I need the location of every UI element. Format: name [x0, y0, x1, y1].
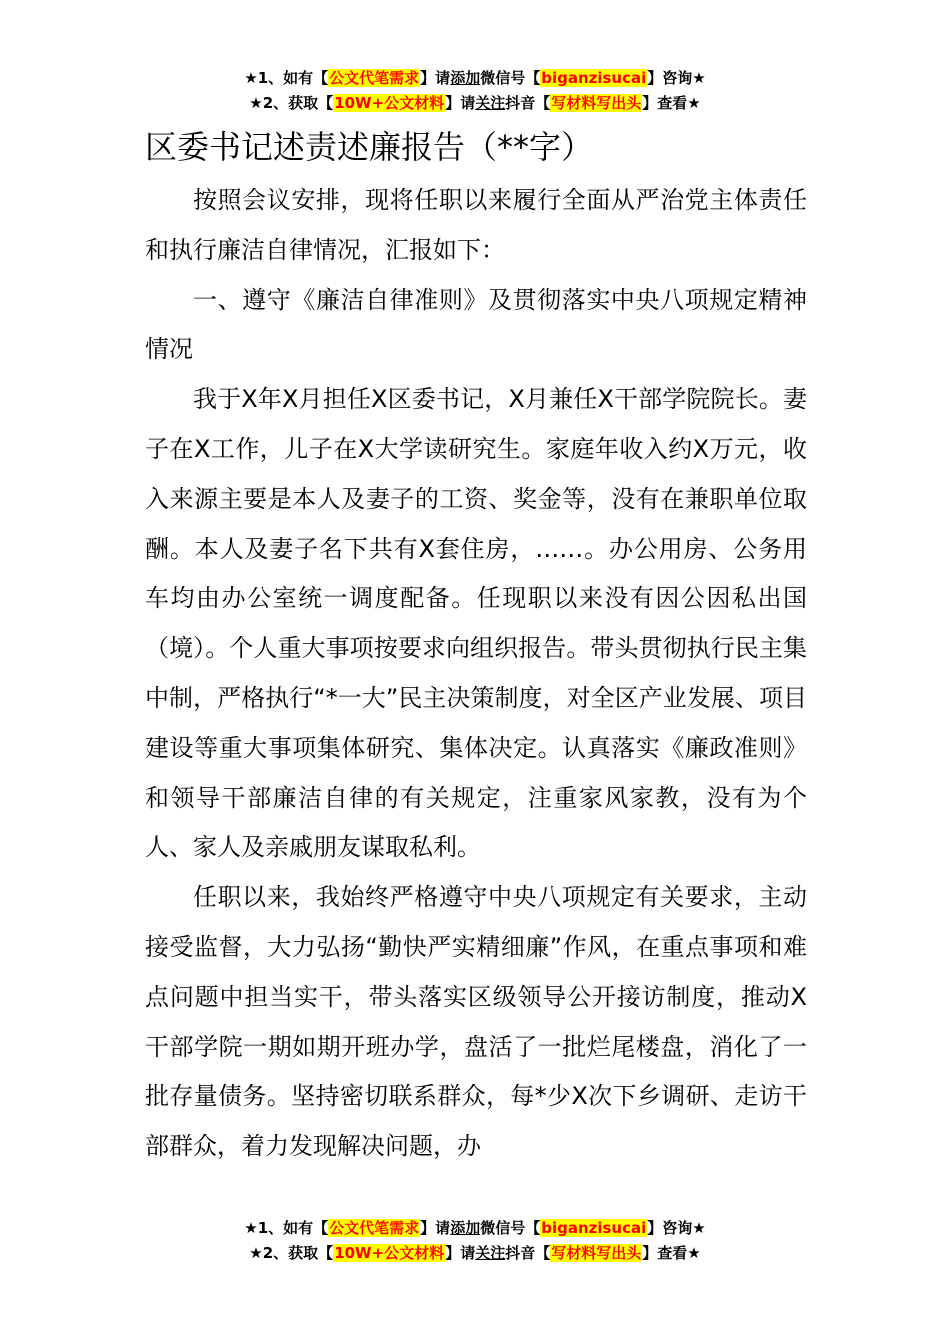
banner-highlight-service: 公文代笔需求: [329, 69, 420, 87]
banner-text: ★1、如有【: [244, 69, 329, 87]
banner-highlight-wechat: biganzisucai: [541, 69, 647, 87]
header-banner: [0, 66, 950, 116]
banner-text: 】查看★: [642, 94, 701, 112]
banner-text: 】咨询★: [647, 1219, 706, 1237]
paragraph-conduct: 任职以来，我始终严格遵守中央八项规定有关要求，主动接受监督，大力弘扬“勤快严实精细廉”作风，在重点事项和难点问题中担当实干，带头落实区级领导公开接访制度，推动X干部学院一期如期开班办学，盘活了一批烂尾楼盘，消化了一批存量债务。坚持密切联系群众，每*少X次下乡调研、走访干部群众，着力发现解决问题，办: [145, 883, 807, 1161]
banner-highlight-service: 公文代笔需求: [329, 1219, 420, 1237]
banner-text: ★2、获取【: [249, 94, 334, 112]
banner-highlight-douyin: 写材料写出头: [551, 1244, 642, 1262]
banner-highlight-materials: 10W+公文材料: [334, 94, 445, 112]
banner-text: ★1、如有【: [244, 1219, 329, 1237]
paragraph-personal: 我于X年X月担任X区委书记，X月兼任X干部学院院长。妻子在X工作，儿子在X大学读研究生。家庭年收入约X万元，收入来源主要是本人及妻子的工资、奖金等，没有在兼职单位取酬。本人及妻子名下共有X套住房，……。办公用房、公务用车均由办公室统一调度配备。任现职以来没有因公因私出国（境）。个人重大事项按要求向组织报告。带头贯彻执行民主集中制，严格执行“*一大”民主决策制度，对全区产业发展、项目建设等重大事项集体研究、集体决定。认真落实《廉政准则》和领导干部廉洁自律的有关规定，注重家风家教，没有为个人、家人及亲戚朋友谋取私利。: [145, 385, 807, 862]
banner-text: 】请: [445, 94, 476, 112]
banner-line-2: [0, 1241, 950, 1266]
banner-highlight-materials: 10W+公文材料: [334, 1244, 445, 1262]
banner-text: 抖音【: [505, 94, 551, 112]
banner-line-2: [0, 91, 950, 116]
banner-text: 】查看★: [642, 1244, 701, 1262]
banner-line-1: [0, 1216, 950, 1241]
banner-underline-text: 添加: [450, 1219, 481, 1237]
banner-text: ★2、获取【: [249, 1244, 334, 1262]
banner-text: 微信号【: [480, 69, 541, 87]
banner-text: 】请: [420, 1219, 451, 1237]
banner-line-1: [0, 66, 950, 91]
section-heading-1: 一、遵守《廉洁自律准则》及贯彻落实中央八项规定精神情况: [145, 285, 807, 364]
banner-text: 】咨询★: [647, 69, 706, 87]
banner-text: 】请: [420, 69, 451, 87]
banner-text: 】请: [445, 1244, 476, 1262]
document-body: [145, 124, 807, 1172]
banner-highlight-douyin: 写材料写出头: [551, 94, 642, 112]
banner-underline-text: 添加: [450, 69, 481, 87]
footer-banner: [0, 1216, 950, 1266]
banner-underline-text: 关注: [475, 94, 506, 112]
banner-text: 抖音【: [505, 1244, 551, 1262]
document-title: 区委书记述责述廉报告（**字）: [145, 128, 594, 166]
banner-underline-text: 关注: [475, 1244, 506, 1262]
banner-text: 微信号【: [480, 1219, 541, 1237]
paragraph-intro: 按照会议安排，现将任职以来履行全面从严治党主体责任和执行廉洁自律情况，汇报如下：: [145, 186, 807, 264]
banner-highlight-wechat: biganzisucai: [541, 1219, 647, 1237]
